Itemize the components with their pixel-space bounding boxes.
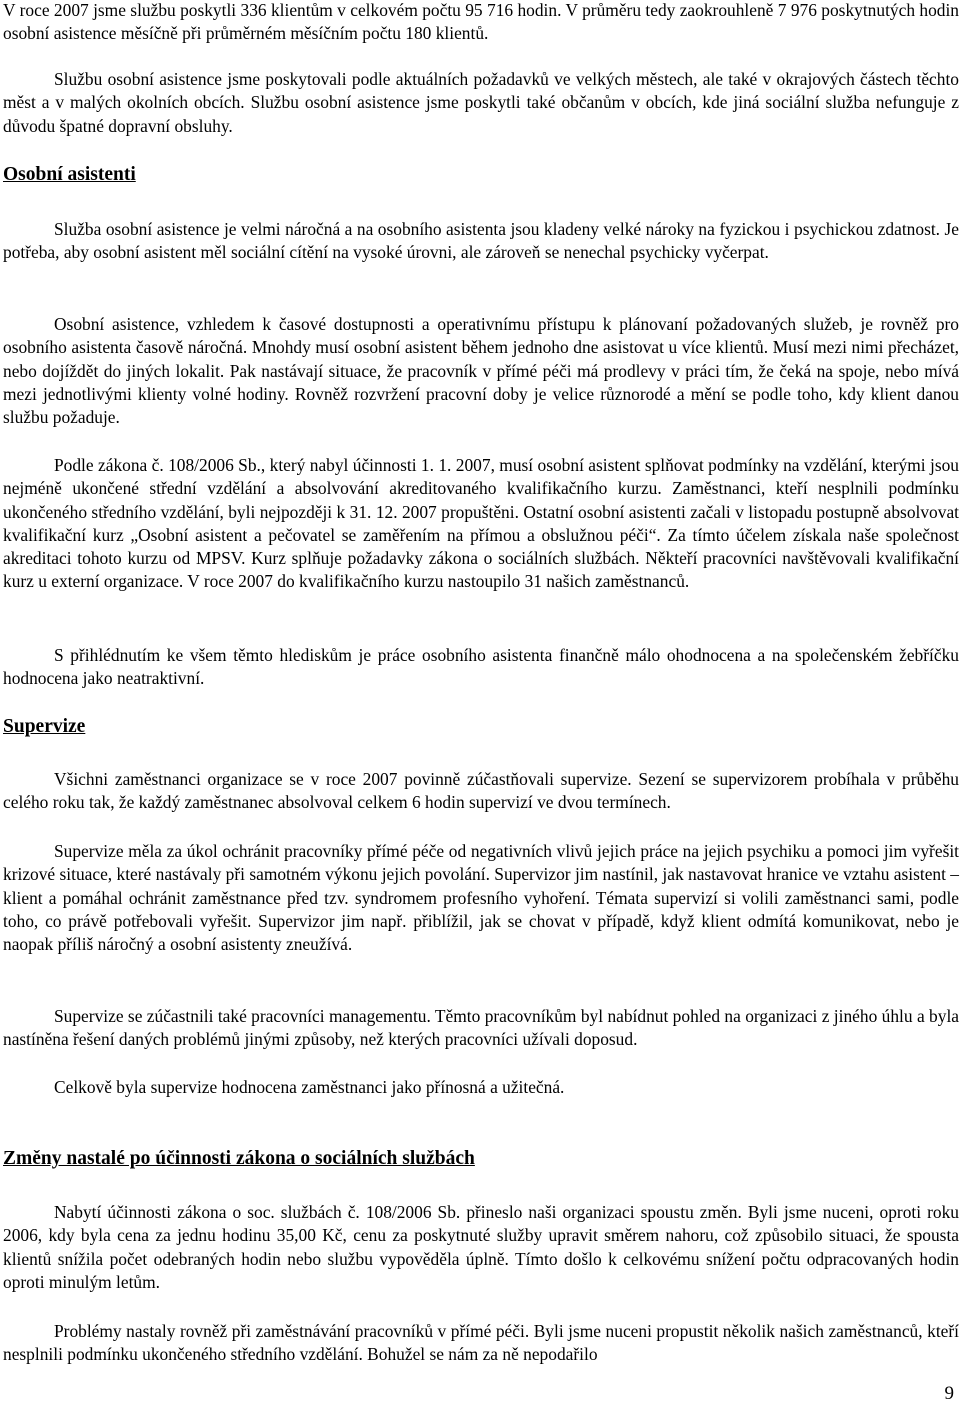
zmeny-paragraph-1: Nabytí účinnosti zákona o soc. službách č. 108/2006 Sb. přineslo naši organizaci spoustu změn. Byli jsme nuceni, oproti roku 2006, kdy byla cena za jednu hodinu 35,00 Kč, cenu za poskytnuté služby upravit směrem nahoru, což způsobilo situaci, že spousta klientů snížila počet odebraných hodin nebo službu vypověděla úplně. Tímto došlo k celkovému snížení počtu odpracovaných hodin oproti minulým letům. xyxy=(3,1202,959,1292)
page-number: 9 xyxy=(944,1383,954,1404)
section-heading-supervize: Supervize xyxy=(3,716,86,737)
zmeny-paragraph-2: Problémy nastaly rovněž při zaměstnávání pracovníků v přímé péči. Byli jsme nuceni propustit několik našich zaměstnanců, kteří nesplnili podmínku ukončeného středního vzdělání. Bohužel se nám za ně nepodařilo xyxy=(3,1321,959,1365)
osobni-asistenti-paragraph-4: S přihlédnutím ke všem těmto hlediskům je práce osobního asistenta finančně málo ohodnocena a na společenském žebříčku hodnocena jako neatraktivní. xyxy=(3,645,959,689)
supervize-paragraph-3: Supervize se zúčastnili také pracovníci managementu. Těmto pracovníkům byl nabídnut pohled na organizaci z jiného úhlu a byla nastíněna řešení daných problémů jinými způsoby, než kterých pracovníci užívali doposud. xyxy=(3,1006,959,1050)
osobni-asistenti-paragraph-2: Osobní asistence, vzhledem k časové dostupnosti a operativnímu přístupu k plánovaní požadovaných služeb, je rovněž pro osobního asistenta časově náročná. Mnohdy musí osobní asistent během jednoho dne asistovat u více klientů. Musí mezi nimi přecházet, nebo dojíždět do jiných lokalit. Pak nastávají situace, že pracovník v přímé péči má prodlevy v práci tím, že čeká na spoje, nebo mívá mezi jednotlivými klienty volné hodiny. Rovněž rozvržení pracovní doby je velice různorodé a mění se podle toho, kdy klient danou službu požaduje. xyxy=(3,314,959,428)
section-heading-zmeny: Změny nastalé po účinnosti zákona o sociálních službách xyxy=(3,1148,475,1169)
osobni-asistenti-paragraph-1: Služba osobní asistence je velmi náročná a na osobního asistenta jsou kladeny velké nároky na fyzickou i psychickou zdatnost. Je potřeba, aby osobní asistent měl sociální cítění na vysoké úrovni, ale zároveň se nenechal psychicky vyčerpat. xyxy=(3,219,959,263)
supervize-paragraph-2: Supervize měla za úkol ochránit pracovníky přímé péče od negativních vlivů jejich práce na jejich psychiku a pomoci jim vyřešit krizové situace, které nastávaly při samotném výkonu jejich povolání. Supervizor jim nastínil, jak nastavovat hranice ve vztahu asistent – klient a pomáhal ochránit zaměstnance před tzv. syndromem profesního vyhoření. Témata supervizí si volili zaměstnanci sami, podle toho, co právě potřebovali vyřešit. Supervizor jim např. přiblížil, jak se chovat v případě, když klient odmítá komunikovat, nebo je naopak příliš náročný a osobní asistenty zneužívá. xyxy=(3,841,959,955)
section-heading-osobni-asistenti: Osobní asistenti xyxy=(3,164,136,185)
supervize-paragraph-1: Všichni zaměstnanci organizace se v roce 2007 povinně zúčastňovali supervize. Sezení se supervizorem probíhala v průběhu celého roku tak, že každý zaměstnanec absolvoval celkem 6 hodin supervizí ve dvou termínech. xyxy=(3,769,959,813)
osobni-asistenti-paragraph-3: Podle zákona č. 108/2006 Sb., který nabyl účinnosti 1. 1. 2007, musí osobní asistent splňovat podmínky na vzdělání, kterými jsou nejméně ukončené střední vzdělání a absolvování akreditovaného kvalifikačního kurzu. Zaměstnanci, kteří nesplnili podmínku ukončeného středního vzdělání, byli nejpozději k 31. 12. 2007 propuštěni. Ostatní osobní asistenti začali v listopadu postupně absolvovat kvalifikační kurz „Osobní asistent a pečovatel se zaměřením na přímou a obslužnou péči“. Za tímto účelem získala naše společnost akreditaci tohoto kurzu od MPSV. Kurz splňuje požadavky zákona o sociálních službách. Někteří pracovníci navštěvovali kvalifikační kurz u externí organizace. V roce 2007 do kvalifikačního kurzu nastoupilo 31 našich zaměstnanců. xyxy=(3,455,959,592)
intro-paragraph-1: V roce 2007 jsme službu poskytli 336 klientům v celkovém počtu 95 716 hodin. V průměru tedy zaokrouhleně 7 976 poskytnutých hodin osobní asistence měsíčně při průměrném měsíčním počtu 180 klientů. xyxy=(3,0,959,44)
supervize-paragraph-4: Celkově byla supervize hodnocena zaměstnanci jako přínosná a užitečná. xyxy=(54,1077,565,1097)
intro-paragraph-2: Službu osobní asistence jsme poskytovali podle aktuálních požadavků ve velkých městech, ale také v okrajových částech těchto měst a v malých okolních obcích. Službu osobní asistence jsme poskytli také občanům v obcích, kde jiná sociální služba nefunguje z důvodu špatné dopravní obsluhy. xyxy=(3,69,959,136)
